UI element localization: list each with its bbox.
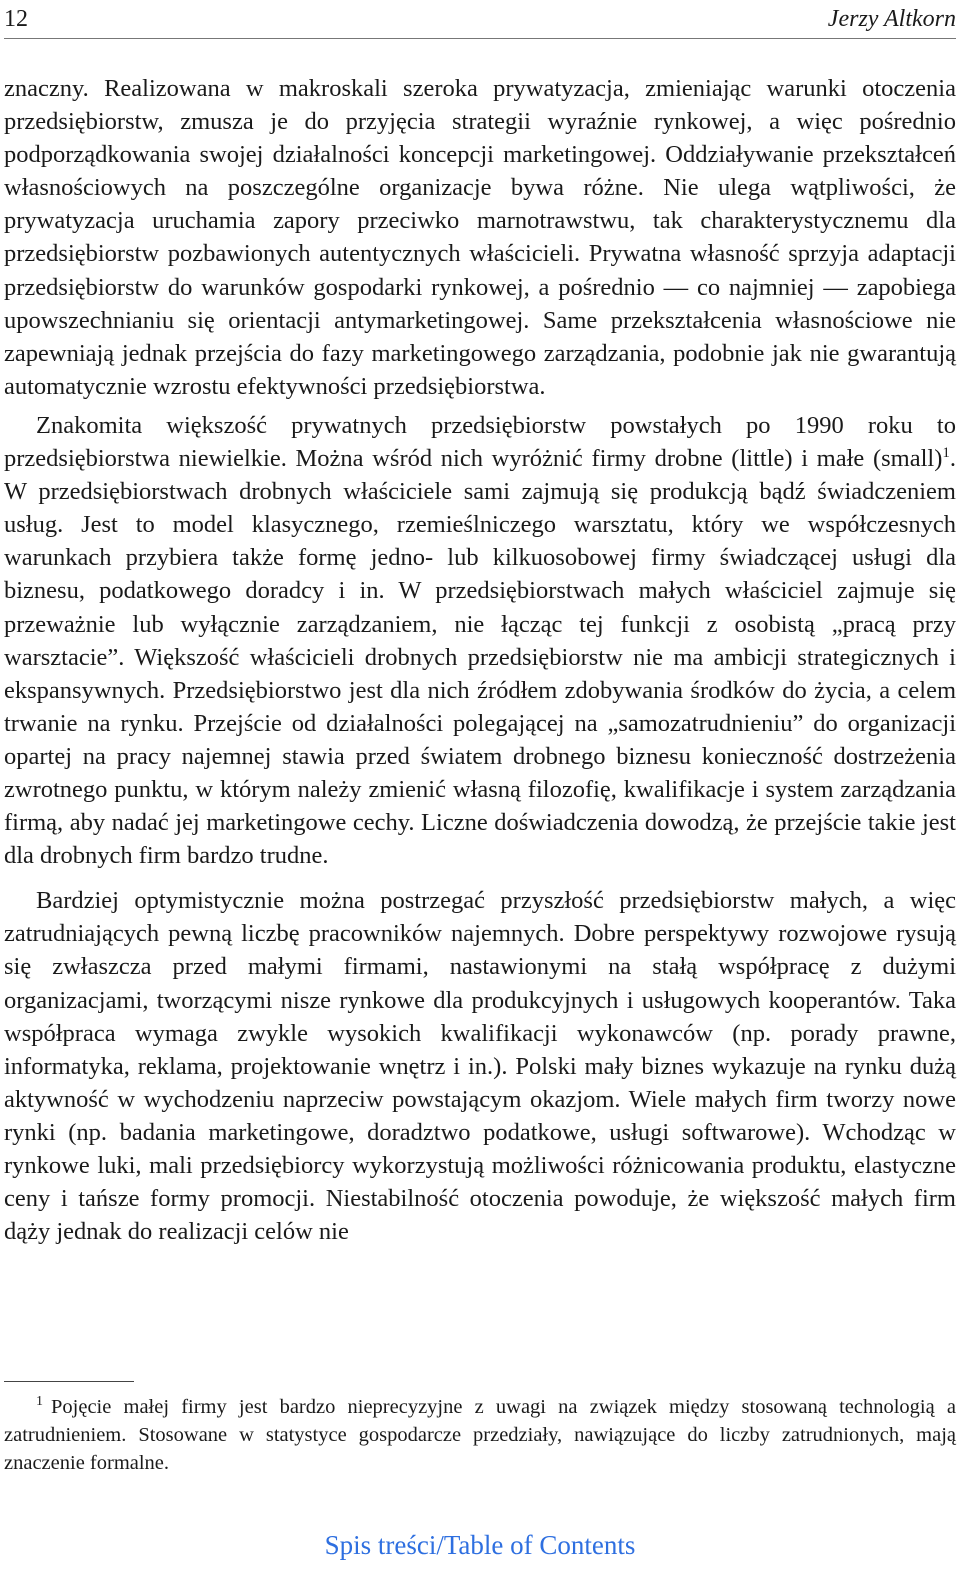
page-header <box>4 4 956 39</box>
document-page <box>4 0 956 1573</box>
table-of-contents-link[interactable]: Spis treści/Table of Contents <box>324 1530 636 1560</box>
paragraph-1: znaczny. Realizowana w makroskali szeroka prywatyzacja, zmieniając warunki otoczenia przedsiębiorstw, zmusza je do przyjęcia strategii wyraźnie rynkowej, a więc pośrednio podporządkowania swojej działalności koncepcji marketingowej. Oddziaływanie przekształceń własnościowych na poszczególne organizacje bywa różne. Nie ulega wątpliwości, że prywatyzacja uruchamia zapory przeciwko marnotrawstwu, tak charakterystycznemu dla przedsiębiorstw pozbawionych autentycznych właścicieli. Prywatna własność sprzyja adaptacji przedsiębiorstw do warunków gospodarki rynkowej, a pośrednio — co najmniej — zapobiega upowszechnianiu się orientacji antymarketingowej. Same przekształcenia własnościowe nie zapewniają jednak przejścia do fazy marketingowego zarządzania, podobnie jak nie gwarantują automatycznie wzrostu efektywności przedsiębiorstwa. <box>4 75 956 400</box>
footnote-mark: 1 <box>36 1394 43 1410</box>
paragraph-2-text-a: Znakomita większość prywatnych przedsiębiorstw powstałych po 1990 roku to przedsiębiorstwa niewielkie. Można wśród nich wyróżnić firmy drobne (little) i małe (small) <box>4 411 956 473</box>
page-number: 12 <box>4 6 28 32</box>
footnote-divider <box>4 1381 134 1382</box>
footnote <box>4 1393 956 1477</box>
footnote-text: Pojęcie małej firmy jest bardzo nieprecyzyjne z uwagi na związek między stosowaną technologią a zatrudnieniem. Stosowane w statystyce gospodarcze przedziały, nawiązujące do liczby zatrudnionych, mają znaczenie formalne. <box>4 1396 956 1474</box>
paragraph-2-text-b: . W przedsiębiorstwach drobnych właściciele sami zajmują się produkcją bądź świadczeniem usług. Jest to model klasycznego, rzemieślniczego warsztatu, który we współczesnych warunkach przybiera także formę jedno- lub kilkuosobowej firmy świadczącej usługi dla biznesu, podatkowego doradcy i in. W przedsiębiorstwach małych właściciel zajmuje się przeważnie lub wyłącznie zarządzaniem, nie łącząc tej funkcji z osobistą „pracą przy warsztacie”. Większość właścicieli drobnych przedsiębiorstw nie ma ambicji strategicznych i ekspansywnych. Przedsiębiorstwo jest dla nich źródłem zdobywania środków do życia, a celem trwanie na rynku. Przejście od działalności polegającej na „samozatrudnieniu” do organizacji opartej na pracy najemnej stawia przed światem drobnego biznesu konieczność dostrzeżenia zwrotnego punktu, w którym należy zmienić własną filozofię, kwalifikacje i system zarządzania firmą, aby nadać jej marketingowe cechy. Liczne doświadczenia dowodzą, że przejście takie jest dla drobnych firm bardzo trudne. <box>4 445 956 870</box>
paragraph-3: Bardziej optymistycznie można postrzegać przyszłość przedsiębiorstw małych, a więc zatrudniających pewną liczbę pracowników najemnych. Dobre perspektywy rozwojowe rysują się zwłaszcza przed małymi firmami, nastawionymi na stałą współpracę z dużymi organizacjami, tworzącymi nisze rynkowe dla produkcyjnych i usługowych kooperantów. Taka współpraca wymaga zwykle wysokich kwalifikacji wykonawców (np. porady prawne, informatyka, reklama, projektowanie wnętrz i in.). Polski mały biznes wykazuje na rynku dużą aktywność w wychodzeniu naprzeciw powstającym okazjom. Wiele małych firm tworzy nowe rynki (np. badania marketingowe, doradztwo podatkowe, usługi softwarowe). Wchodząc w rynkowe luki, mali przedsiębiorcy wykorzystują możliwości różnicowania produktu, elastyczne ceny i tańsze formy promocji. Niestabilność otoczenia powoduje, że większość małych firm dąży jednak do realizacji celów nie <box>4 887 956 1246</box>
body-text <box>4 72 956 1254</box>
paragraph-2 <box>4 409 956 872</box>
footnote-reference: 1 <box>942 444 950 461</box>
running-head-author: Jerzy Altkorn <box>827 6 956 32</box>
